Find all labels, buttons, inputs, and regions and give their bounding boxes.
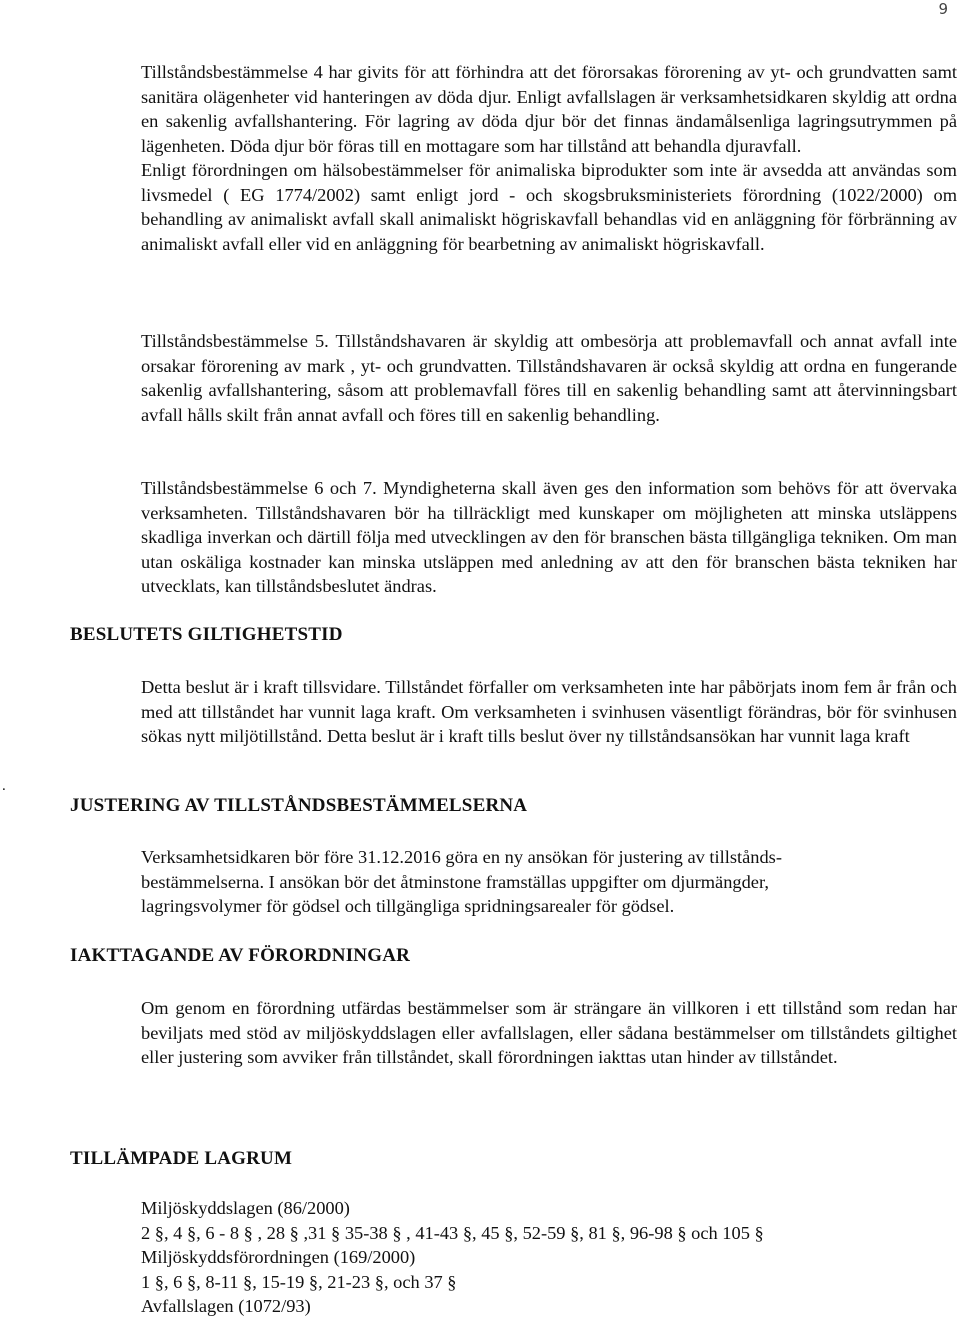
justering-line-1: Verksamhetsidkaren bör före 31.12.2016 göra en ny ansökan för justering av tillstånds- [141,847,782,867]
tb67-paragraph: Tillståndsbestämmelse 6 och 7. Myndigheterna skall även ges den information som behövs för att övervaka verksamheten. Tillståndshavaren bör ha tillräckligt med kunskaper om möjligheten att minska utsläppens skadliga inverkan och därtill följa med utvecklingen av den för branschen bästa tillgängliga tekniken. Om man utan oskäliga kostnader kan minska utsläppen med anledning av att den för branschen bästa tekniken har utvecklats, kan tillståndsbeslutet ändras. [141,478,957,596]
intro-paragraph-1: Tillståndsbestämmelse 4 har givits för att förhindra att det förorsakas förorening av yt- och grundvatten samt sanitära olägenheter vid hanteringen av döda djur. Enligt avfallslagen är verksamhetsidkaren skyldig att ordna en sakenlig avfallshantering. För lagring av döda djur bör det finnas ändamålsenliga lagringsutrymmen på lägenheten. Döda djur bör föras till en mottagare som har tillstånd att behandla djuravfall. [141,62,957,156]
heading-giltighet: BESLUTETS GILTIGHETSTID [70,624,343,645]
lagrum-section [141,1196,957,1319]
intro-section [141,60,957,256]
justering-paragraph [141,845,957,919]
justering-line-2: bestämmelserna. I ansökan bör det åtminstone framställas uppgifter om djurmängder, [141,871,769,892]
heading-forordningar: IAKTTAGANDE AV FÖRORDNINGAR [70,945,411,966]
giltighet-paragraph: Detta beslut är i kraft tillsvidare. Tillståndet förfaller om verksamheten inte har påbörjats inom fem år från och med att tillståndet har vunnit laga kraft. Om verksamheten i svinhusen väsentligt förändras, bör för svinhusen sökas nytt miljötillstånd. Detta beslut är i kraft tills beslut över ny tillståndsansökan har vunnit laga kraft [141,677,957,746]
heading-lagrum: TILLÄMPADE LAGRUM [70,1148,293,1169]
lagrum-list [141,1196,957,1319]
forordningar-paragraph: Om genom en förordning utfärdas bestämmelser som är strängare än villkoren i ett tillstånd som redan har beviljats med stöd av miljöskyddslagen eller avfallslagen, eller sådana bestämmelser om tillståndets giltighet eller justering som avviker från tillståndet, skall förordningen iakttas utan hinder av tillståndet. [141,998,957,1067]
law-miljoskyddslagen: Miljöskyddslagen (86/2000) [141,1198,350,1218]
page-number: 9 [938,0,948,18]
law-miljoskyddslagen-sections: 2 §, 4 §, 6 - 8 § , 28 § ,31 § 35-38 § , 41-43 §, 45 §, 52-59 §, 81 §, 96-98 § och 105 § [141,1222,764,1243]
tb67-section [141,476,957,599]
heading-justering: JUSTERING AV TILLSTÅNDSBESTÄMMELSERNA [70,795,528,816]
intro-paragraph-2: Enligt förordningen om hälsobestämmelser för animaliska biprodukter som inte är avsedda att användas som livsmedel ( EG 1774/2002) samt enligt jord - och skogsbruksministeriets förordning (1022/2000) om behandling av animaliskt avfall skall animaliskt högriskavfall behandlas vid en anläggning för förbränning av animaliskt avfall eller vid en anläggning för bearbetning av animaliskt högriskavfall. [141,160,957,254]
giltighet-section [141,675,957,749]
stray-mark: . [2,778,6,794]
justering-section [141,845,957,919]
forordningar-section [141,996,957,1070]
law-avfallslagen: Avfallslagen (1072/93) [141,1296,311,1316]
tb5-section [141,329,957,427]
tb5-paragraph: Tillståndsbestämmelse 5. Tillståndshavaren är skyldig att ombesörja att problemavfall och annat avfall inte orsakar förorening av mark , yt- och grundvatten. Tillståndshavaren är också skyldig att ordna en fungerande sakenlig avfallshantering, såsom att problemavfall föres till en sakenlig behandling samt att återvinningsbart avfall hålls skilt från annat avfall och föres till en sakenlig behandling. [141,331,957,425]
law-miljoskyddsforordningen-sections: 1 §, 6 §, 8-11 §, 15-19 §, 21-23 §, och 37 § [141,1271,457,1292]
justering-line-3: lagringsvolymer för gödsel och tillgängliga spridningsarealer för gödsel. [141,896,675,916]
law-miljoskyddsforordningen: Miljöskyddsförordningen (169/2000) [141,1247,416,1267]
